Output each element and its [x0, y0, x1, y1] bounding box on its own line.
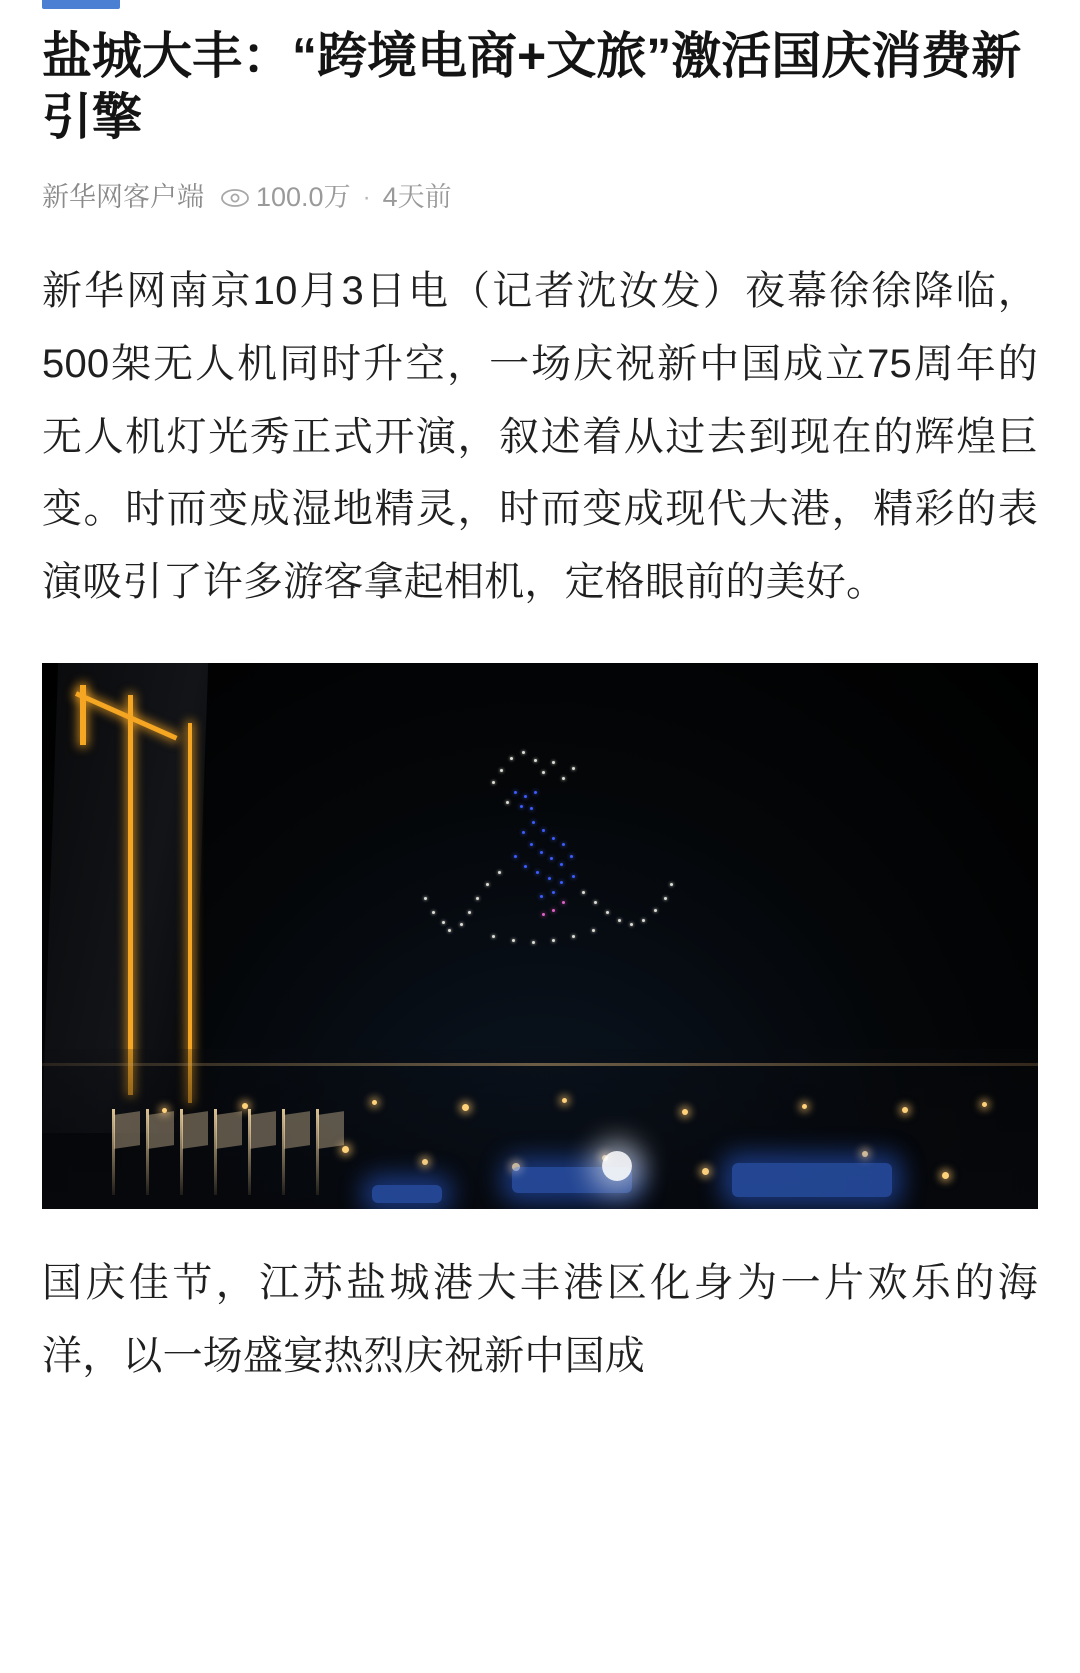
article-paragraph: 新华网南京10月3日电（记者沈汝发）夜幕徐徐降临，500架无人机同时升空，一场庆祝新中国成立75周年的无人机灯光秀正式开演，叙述着从过去到现在的辉煌巨变。时而变成湿地精灵，时而变成现代大港，精彩的表演吸引了许多游客拿起相机，定格眼前的美好。 [42, 269, 1038, 605]
building-light-edge [188, 723, 192, 1103]
page-title: 盐城大丰：“跨境电商+文旅”激活国庆消费新引擎 [42, 28, 1022, 145]
publish-time: 4天前 [382, 182, 452, 212]
eye-icon [220, 188, 250, 208]
meta-separator: · [362, 183, 371, 211]
flag-row [112, 1103, 342, 1195]
article-figure [42, 663, 1038, 1209]
top-blue-strip [42, 0, 120, 9]
view-count-label: 100.0万 [256, 182, 351, 212]
view-count [220, 184, 351, 211]
article-image [42, 663, 1038, 1209]
article-source: 新华网客户端 [42, 182, 204, 212]
building-light-edge [128, 695, 133, 1095]
article-meta [42, 184, 1038, 211]
drone-deer-formation [402, 751, 702, 981]
article-paragraph: 国庆佳节，江苏盐城港大丰港区化身为一片欢乐的海洋，以一场盛宴热烈庆祝新中国成 [42, 1260, 1038, 1378]
